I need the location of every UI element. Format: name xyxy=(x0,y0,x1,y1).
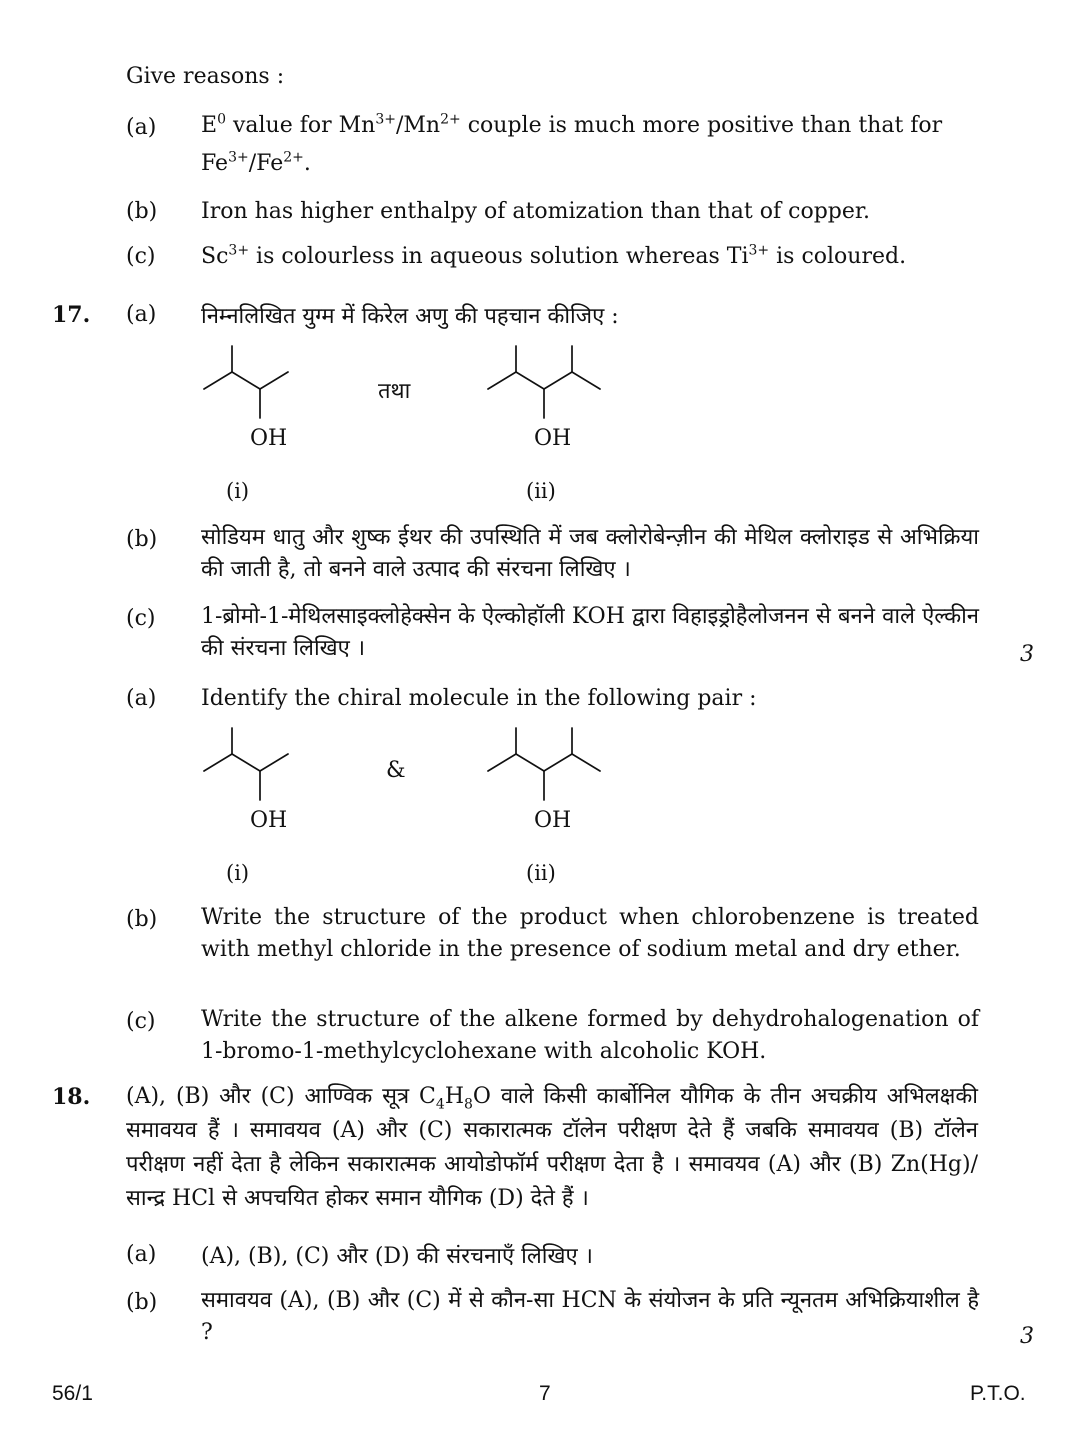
q17-hi-c-text: 1-ब्रोमो-1-मेथिलसाइक्लोहेक्सेन के ऐल्कोहॉली KOH द्वारा विहाइड्रोहैलोजनन से बनने वाले ऐल्कीन की संरचना लिखिए । xyxy=(201,604,979,661)
connector-ampersand: & xyxy=(386,758,406,783)
q16-a-label: (a) xyxy=(126,115,157,140)
q17-number: 17. xyxy=(52,302,91,328)
q17-hi-a-text: निम्नलिखित युग्म में किरेल अणु की पहचान कीजिए : xyxy=(201,304,619,329)
oh-label-i-hindi: OH xyxy=(250,426,288,451)
q18-number: 18. xyxy=(52,1084,91,1110)
oh-label-i-english: OH xyxy=(250,808,288,833)
q16-b-text: Iron has higher enthalpy of atomization than that of copper. xyxy=(201,199,870,224)
q18-marks: 3 xyxy=(1020,1324,1034,1349)
q17-en-a-label: (a) xyxy=(126,686,157,711)
q16-c-label: (c) xyxy=(126,244,156,269)
oh-label-ii-hindi: OH xyxy=(534,426,572,451)
paper-code: 56/1 xyxy=(52,1382,93,1405)
q17-en-a-text: Identify the chiral molecule in the following pair : xyxy=(201,686,757,711)
molecule-index-ii-hindi: (ii) xyxy=(526,479,556,503)
q17-hi-b-label: (b) xyxy=(126,527,158,552)
molecule-ii-english xyxy=(488,728,600,800)
q17-marks: 3 xyxy=(1020,642,1034,667)
oh-label-ii-english: OH xyxy=(534,808,572,833)
connector-tatha: तथा xyxy=(378,379,411,404)
q18-intro-text: (A), (B) और (C) आण्विक सूत्र $C_4H_8O$ वाले किसी कार्बोनिल यौगिक के तीन अचक्रीय अभिलक्षकी समावयव हैं । समावयव (A) और (C) सकारात्मक टॉलेन परीक्षण देते हैं जबकि समावयव (B) टॉलेन परीक्षण नहीं देता है लेकिन सकारात्मक आयोडोफॉर्म परीक्षण देता है । समावयव (A) और (B) Zn(Hg)/सान्द्र HCl से अपचयित होकर समान यौगिक (D) देते हैं । xyxy=(126,1084,979,1211)
q17-en-c-text: Write the structure of the alkene formed by dehydrohalogenation of 1-bromo-1-methylcyclohexane with alcoholic KOH. xyxy=(201,1007,979,1064)
q16-c-text: $Sc^{3+}$ is colourless in aqueous solution whereas $Ti^{3+}$ is coloured. xyxy=(201,242,907,269)
q17-en-c-label: (c) xyxy=(126,1009,156,1034)
give-reasons-heading: Give reasons : xyxy=(126,64,285,89)
q17-en-b-label: (b) xyxy=(126,907,158,932)
q18-b-text: समावयव (A), (B) और (C) में से कौन-सा HCN के संयोजन के प्रति न्यूनतम अभिक्रियाशील है ? xyxy=(201,1288,979,1345)
q16-b-label: (b) xyxy=(126,199,158,224)
q18-b-label: (b) xyxy=(126,1290,158,1315)
molecule-i-english xyxy=(204,728,288,800)
q17-en-b-text: Write the structure of the product when chlorobenzene is treated with methyl chloride in the presence of sodium metal and dry ether. xyxy=(201,905,979,962)
q16-a-text: $E^0$ value for $Mn^{3+}/Mn^{2+}$ couple is much more positive than that for $Fe^{3+}/Fe^{2+}$. xyxy=(201,111,943,176)
molecule-index-ii-english: (ii) xyxy=(526,861,556,885)
molecule-index-i-hindi: (i) xyxy=(226,479,250,503)
q18-a-text: (A), (B), (C) और (D) की संरचनाएँ लिखिए । xyxy=(201,1244,593,1269)
molecule-index-i-english: (i) xyxy=(226,861,250,885)
q18-a-label: (a) xyxy=(126,1242,157,1267)
q17-hi-a-label: (a) xyxy=(126,302,157,327)
page-number: 7 xyxy=(539,1382,551,1405)
q17-hi-b-text: सोडियम धातु और शुष्क ईथर की उपस्थिति में जब क्लोरोबेन्ज़ीन की मेथिल क्लोराइड से अभिक्रिया की जाती है, तो बनने वाले उत्पाद की संरचना लिखिए । xyxy=(201,525,979,582)
q17-hi-c-label: (c) xyxy=(126,606,156,631)
pto-label: P.T.O. xyxy=(970,1382,1026,1405)
